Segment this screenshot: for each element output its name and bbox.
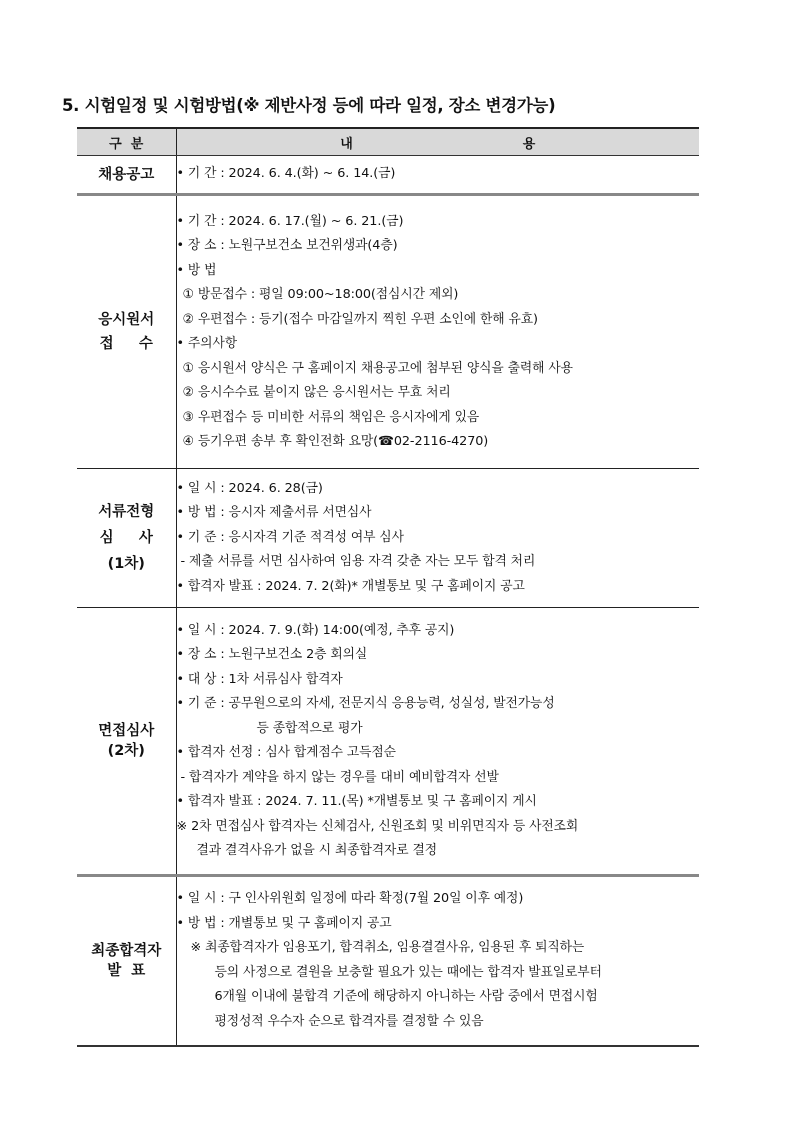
table-row-recruitment-notice (77, 156, 699, 195)
content-line: 등 종합적으로 평가 (256, 720, 363, 736)
content-line: ① 응시원서 양식은 구 홈페이지 채용공고에 첨부된 양식을 출력해 사용 (182, 360, 573, 376)
row-label-line: 발 표 (107, 962, 146, 979)
content-line: ③ 우편접수 등 미비한 서류의 책임은 응시자에게 있음 (182, 409, 480, 425)
content-line: ※ 2차 면접심사 합격자는 신체검사, 신원조회 및 비위면직자 등 사전조회 (176, 818, 579, 834)
content-line: • 주의사항 (176, 336, 237, 351)
row-label-line: 채용공고 (98, 166, 155, 183)
row-label (77, 469, 176, 608)
header-content-part-a: 내 (340, 136, 353, 152)
content-line: • 방 법 : 개별통보 및 구 홈페이지 공고 (176, 915, 392, 931)
content-line: • 장 소 : 노원구보건소 2층 회의실 (176, 647, 368, 662)
header-category: 구 분 (77, 128, 176, 156)
schedule-table (77, 127, 699, 1047)
content-line: • 합격자 발표 : 2024. 7. 2(화)* 개별통보 및 구 홈페이지 공고 (176, 578, 525, 594)
row-content (176, 469, 699, 608)
row-label-line: 최종합격자 (91, 942, 162, 959)
table-row-final-announcement (77, 876, 699, 1046)
content-line: 평정성적 우수자 순으로 합격자를 결정할 수 있음 (214, 1013, 484, 1029)
row-label-line: 서류전형 (98, 504, 155, 520)
content-line: • 기 간 : 2024. 6. 17.(월) ~ 6. 21.(금) (176, 213, 404, 229)
content-line: • 기 준 : 응시자격 기준 적격성 여부 심사 (176, 529, 404, 545)
row-label-line: 면접심사 (98, 723, 155, 739)
table-row-document-screening (77, 469, 699, 608)
row-label (77, 876, 176, 1046)
row-label-line: 응시원서 (98, 312, 155, 328)
row-content (176, 195, 699, 469)
row-content (176, 156, 699, 195)
row-content (176, 876, 699, 1046)
content-line: • 기 준 : 공무원으로의 자세, 전문지식 응용능력, 성실성, 발전가능성 (176, 696, 555, 711)
row-label (77, 195, 176, 469)
content-line: • 대 상 : 1차 서류심사 합격자 (176, 671, 343, 687)
content-line: ① 방문접수 : 평일 09:00~18:00(점심시간 제외) (182, 287, 459, 302)
content-line: - 합격자가 계약을 하지 않는 경우를 대비 예비합격자 선발 (180, 769, 499, 785)
content-line: ④ 등기우편 송부 후 확인전화 요망(☎02-2116-4270) (182, 434, 489, 449)
header-content (176, 128, 699, 156)
content-line: • 일 시 : 2024. 7. 9.(화) 14:00(예정, 추후 공지) (176, 622, 455, 638)
row-label-line: (1차) (107, 556, 145, 572)
content-line: • 일 시 : 구 인사위원회 일정에 따라 확정(7월 20일 이후 예정) (176, 891, 524, 907)
table-row-interview (77, 608, 699, 876)
content-line: • 일 시 : 2024. 6. 28(금) (176, 480, 323, 496)
row-label (77, 156, 176, 195)
row-label (77, 608, 176, 876)
table-row-application-submission (77, 195, 699, 469)
section-title: 5. 시험일정 및 시험방법(※ 제반사정 등에 따라 일정, 장소 변경가능) (62, 96, 556, 115)
content-line: 등의 사정으로 결원을 보충할 필요가 있는 때에는 합격자 발표일로부터 (214, 964, 602, 980)
content-line: • 방 법 (176, 262, 217, 278)
content-line: • 합격자 선정 : 심사 합계점수 고득점순 (176, 745, 396, 760)
row-label-line: 접 수 (99, 336, 153, 352)
row-label-line: (2차) (107, 743, 145, 759)
content-line: ※ 최종합격자가 임용포기, 합격취소, 임용결결사유, 임용된 후 퇴직하는 (190, 940, 585, 956)
content-line: • 장 소 : 노원구보건소 보건위생과(4층) (176, 238, 398, 253)
content-line: • 방 법 : 응시자 제출서류 서면심사 (176, 505, 372, 521)
content-line: ② 응시수수료 붙이지 않은 응시원서는 무효 처리 (182, 385, 451, 400)
content-line: 결과 결격사유가 없을 시 최종합격자로 결정 (196, 843, 438, 858)
content-line: 6개월 이내에 불합격 기준에 해당하지 아니하는 사람 중에서 면접시험 (214, 989, 598, 1005)
content-line: • 합격자 발표 : 2024. 7. 11.(목) *개별통보 및 구 홈페이지 게시 (176, 794, 537, 809)
content-line: - 제출 서류를 서면 심사하여 임용 자격 갖춘 자는 모두 합격 처리 (180, 554, 536, 570)
row-label-line: 심 사 (99, 530, 153, 546)
table-header-row (77, 128, 699, 156)
content-line: • 기 간 : 2024. 6. 4.(화) ~ 6. 14.(금) (176, 166, 396, 182)
content-line: ② 우편접수 : 등기(접수 마감일까지 찍힌 우편 소인에 한해 유효) (182, 311, 538, 327)
row-content (176, 608, 699, 876)
header-content-part-b: 용 (522, 136, 536, 152)
